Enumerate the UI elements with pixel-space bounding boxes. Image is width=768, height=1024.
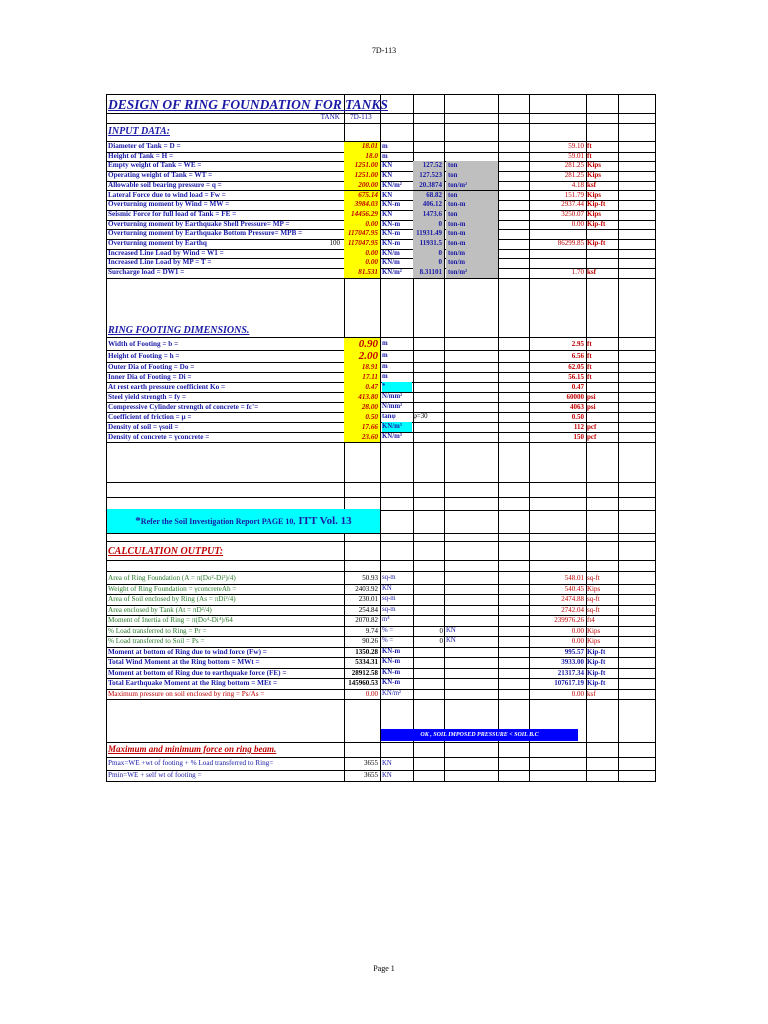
converted-value: 127.523 <box>413 171 444 181</box>
refer-banner <box>107 509 380 533</box>
calc-label: Area enclosed by Tank (At = πD²/4) <box>108 605 212 614</box>
row-line <box>106 742 655 743</box>
input-value: 0.00 <box>344 249 380 259</box>
ring-label: Density of soil = γsoil = <box>108 423 179 431</box>
ring-imperial-value: 62.05 <box>568 363 584 371</box>
calc-label: Maximum pressure on soil enclosed by ring = Ps/As = <box>108 689 265 698</box>
refer-volume: ITT Vol. 13 <box>298 515 352 527</box>
input-label: Operating weight of Tank = WT = <box>108 171 213 180</box>
calc-imperial-unit: Kips <box>587 626 601 635</box>
ring-value: 28.00 <box>344 402 380 412</box>
input-unit: KN <box>382 162 393 170</box>
input-unit: m <box>382 152 388 160</box>
calc-imperial-unit: Kip-ft <box>587 658 606 666</box>
ring-imperial-value: 0.47 <box>571 383 584 391</box>
input-value: 3984.03 <box>344 200 380 210</box>
imperial-value: 59.10 <box>568 142 584 150</box>
ring-value: 17.66 <box>344 422 380 432</box>
ring-unit: KN/m³ <box>382 422 412 432</box>
input-data-heading: INPUT DATA: <box>108 126 170 137</box>
converted-unit: ton/m <box>446 258 498 268</box>
row-line <box>106 497 655 498</box>
imperial-value: 4.18 <box>571 180 584 189</box>
converted-value: 1473.6 <box>413 210 444 220</box>
calc-imperial-unit: Kip-ft <box>587 679 606 687</box>
calc-unit: KN <box>382 584 392 592</box>
input-label: Overturning moment by Earthquake Shell Pressure= MP = <box>108 219 290 228</box>
ring-imperial-value: 60000 <box>566 393 584 401</box>
input-extra: 100 <box>329 239 340 247</box>
ring-unit: KN/m³ <box>382 433 402 440</box>
calc-value: 5334.31 <box>355 658 378 666</box>
converted-unit: ton-m <box>446 239 498 249</box>
ring-value: 17.11 <box>344 372 380 382</box>
ring-imperial-unit: psi <box>587 403 596 411</box>
ring-value: 23.60 <box>344 432 380 442</box>
input-value: 0.00 <box>344 220 380 230</box>
calculation-output-heading: CALCULATION OUTPUT: <box>108 546 224 557</box>
calc-imperial-value: 0.00 <box>571 626 584 635</box>
input-unit: KN-m <box>382 201 401 209</box>
input-value: 117047.95 <box>344 239 380 249</box>
calc-label: Total Earthquake Moment at the Ring bottom = MEt = <box>108 679 278 687</box>
tank-label: TANK <box>320 113 340 121</box>
imperial-unit: Kips <box>587 171 602 180</box>
calc-imperial-unit: ft4 <box>587 616 595 624</box>
ring-imperial-unit: ft <box>587 352 592 360</box>
calc-unit: sq-m <box>382 595 396 602</box>
imperial-value: 281.25 <box>564 171 584 180</box>
sheet-right-border <box>655 94 656 782</box>
calc-value: 9.74 <box>365 626 378 635</box>
maxmin-label: Pmax=WE +wt of footing + % Load transferred to Ring= <box>108 759 274 767</box>
ring-extra: φ=30 <box>413 413 428 420</box>
converted-unit: ton-m <box>446 220 498 230</box>
ring-unit: * <box>382 382 412 392</box>
calc-imperial-value: 2474.88 <box>561 595 584 603</box>
imperial-value: 1.70 <box>571 268 584 277</box>
input-label: Overturning moment by Earthquake Bottom Pressure= MPB = <box>108 229 303 238</box>
imperial-value: 59.01 <box>568 151 584 160</box>
imperial-unit: ksf <box>587 268 596 277</box>
imperial-unit: ksf <box>587 180 596 189</box>
calc-imperial-value: 995.57 <box>564 647 584 656</box>
ring-value: 0.47 <box>344 382 380 392</box>
ok-status-banner: OK , SOIL IMPOSED PRESSURE < SOIL B.C <box>381 729 578 741</box>
ring-unit: m <box>382 352 388 359</box>
input-label: Empty weight of Tank = WE = <box>108 161 202 170</box>
input-unit: KN/m² <box>382 181 402 189</box>
ring-imperial-value: 56.15 <box>568 373 584 381</box>
ring-label: Outer Dia of Footing = Do = <box>108 363 195 371</box>
converted-value: 68.82 <box>413 191 444 201</box>
refer-star: * <box>135 515 141 527</box>
calc-unit: KN-m <box>382 668 401 676</box>
row-line <box>106 482 655 483</box>
calc-unit: KN-m <box>382 679 401 686</box>
input-value: 0.00 <box>344 258 380 268</box>
ring-imperial-value: 0.50 <box>571 413 584 421</box>
converted-unit: ton-m <box>446 229 498 239</box>
calc-unit: % = <box>382 637 394 644</box>
input-unit: KN-m <box>382 220 401 228</box>
calc-label: % Load transferred to Soil = Ps = <box>108 637 205 645</box>
calc-value: 28912.58 <box>351 668 378 677</box>
calc-value: 50.93 <box>362 574 378 582</box>
maxmin-label: Pmin=WE + self wt of footing = <box>108 770 202 779</box>
calc-imperial-value: 21317.34 <box>557 668 584 677</box>
calc-imperial-unit: sq-ft <box>587 595 600 603</box>
ring-imperial-unit: pcf <box>587 433 597 441</box>
input-label: Height of Tank = H = <box>108 151 174 160</box>
calc-label: Area of Ring Foundation (A = π(Do²-Di²)/4) <box>108 574 236 582</box>
converted-value: 8.31101 <box>413 268 444 278</box>
calc-value: 145960.53 <box>348 679 378 687</box>
input-label: Surcharge load = DW1 = <box>108 268 185 277</box>
ring-imperial-value: 2.95 <box>571 340 584 348</box>
ring-unit: m <box>382 373 388 380</box>
imperial-value: 151.79 <box>564 190 584 199</box>
calc-imperial-unit: sq-ft <box>587 605 600 614</box>
calc-label: Moment at bottom of Ring due to wind force (Fw) = <box>108 647 267 656</box>
calc-imperial-unit: ksf <box>587 689 596 698</box>
calc-value-2: 0 <box>439 626 443 635</box>
input-unit: KN <box>382 191 393 199</box>
converted-unit: ton/m² <box>446 181 498 191</box>
calc-unit-2: KN <box>446 626 456 634</box>
maxmin-value: 3655 <box>364 759 378 767</box>
imperial-unit: Kip-ft <box>587 239 606 247</box>
row-line <box>106 560 655 561</box>
calc-label: Moment at bottom of Ring due to earthquake force (FE) = <box>108 668 287 677</box>
page-title: DESIGN OF RING FOUNDATION FOR TANKS <box>108 97 388 112</box>
calc-value: 230.01 <box>358 595 378 603</box>
imperial-unit: ft <box>587 151 592 160</box>
ring-unit: m <box>382 340 388 347</box>
row-line <box>106 533 655 534</box>
imperial-value: 3250.07 <box>561 209 584 218</box>
ring-label: Height of Footing = h = <box>108 352 180 360</box>
calc-imperial-value: 2742.04 <box>561 605 584 614</box>
converted-unit: ton <box>446 161 498 171</box>
calc-unit: sq-m <box>382 605 396 613</box>
calc-imperial-value: 0.00 <box>571 637 584 645</box>
ring-imperial-unit: ft <box>587 373 592 381</box>
tank-id: 7D-113 <box>350 113 372 121</box>
calc-label: Weight of Ring Foundation = γconcreteAh = <box>108 584 237 593</box>
input-value: 200.00 <box>344 181 380 191</box>
calc-value: 1350.28 <box>355 647 378 656</box>
imperial-unit: Kips <box>587 161 602 170</box>
imperial-value: 86299.85 <box>557 239 584 247</box>
row-line <box>106 571 655 572</box>
imperial-value: 281.25 <box>564 161 584 170</box>
calc-value: 0.00 <box>365 689 378 698</box>
ring-unit: N/mm² <box>382 403 403 410</box>
row-line <box>106 442 655 443</box>
input-unit: KN/m <box>382 259 400 267</box>
input-value: 675.14 <box>344 191 380 201</box>
input-label: Allowable soil bearing pressure = q = <box>108 180 222 189</box>
row-line <box>106 541 655 542</box>
input-unit: m <box>382 143 388 150</box>
converted-unit: ton <box>446 191 498 201</box>
calc-unit: sq-m <box>382 574 396 581</box>
converted-value: 11931.49 <box>413 229 444 239</box>
converted-unit: ton-m <box>446 200 498 210</box>
ring-imperial-value: 112 <box>573 423 584 431</box>
row-line <box>106 699 655 700</box>
imperial-unit: ft <box>587 142 592 150</box>
calc-value: 2070.82 <box>355 616 378 624</box>
refer-text: Refer the Soil Investigation Report PAGE 10, <box>140 517 296 526</box>
row-line <box>106 781 655 782</box>
calc-imperial-value: 107617.19 <box>554 679 584 687</box>
calc-value-2: 0 <box>439 637 443 645</box>
row-line <box>106 123 655 124</box>
input-unit: KN <box>382 172 393 180</box>
calc-label: Moment of Inertia of Ring = π(Do⁴-Di⁴)/64 <box>108 616 233 624</box>
ring-label: Density of concrete = γconcrete = <box>108 433 210 441</box>
calc-value: 2403.92 <box>355 584 378 593</box>
ring-value: 0.90 <box>344 338 380 350</box>
input-label: Increased Line Load by Wind = W1 = <box>108 248 224 257</box>
ring-label: Compressive Cylinder strength of concrete = fc'= <box>108 403 259 411</box>
input-label: Lateral Force due to wind load = Fw = <box>108 190 226 199</box>
maxmin-heading: Maximum and minimum force on ring beam. <box>108 744 277 754</box>
ring-unit: N/mm² <box>382 393 403 400</box>
ring-imperial-unit: psi <box>587 393 596 401</box>
ring-imperial-value: 6.56 <box>571 352 584 360</box>
calc-imperial-value: 3933.00 <box>561 658 584 666</box>
calc-imperial-value: 0.00 <box>571 689 584 698</box>
converted-value: 0 <box>413 249 444 259</box>
ring-unit: tanφ <box>382 413 396 420</box>
ring-label: Inner Dia of Footing = Di = <box>108 373 192 381</box>
row-line <box>106 278 655 279</box>
imperial-unit: Kip-ft <box>587 200 606 209</box>
input-label: Overturning moment by Wind = MW = <box>108 200 230 209</box>
input-label: Diameter of Tank = D = <box>108 142 181 150</box>
calc-imperial-value: 239976.26 <box>554 616 584 624</box>
ring-unit: m <box>382 363 388 370</box>
ring-footing-heading: RING FOOTING DIMENSIONS. <box>108 325 250 336</box>
page-header: 7D-113 <box>371 46 397 55</box>
calc-unit: m⁴ <box>382 616 390 623</box>
converted-unit: ton <box>446 171 498 181</box>
ring-value: 0.50 <box>344 412 380 422</box>
ring-value: 413.80 <box>344 392 380 402</box>
calc-imperial-unit: Kip-ft <box>587 647 606 656</box>
converted-unit: ton/m² <box>446 268 498 278</box>
converted-unit: ton/m <box>446 249 498 259</box>
input-value: 117047.95 <box>344 229 380 239</box>
input-label: Seismic Force for full load of Tank = FE = <box>108 209 237 218</box>
calc-imperial-unit: sq-ft <box>587 574 600 582</box>
input-value: 18.0 <box>344 152 380 162</box>
calc-unit-2: KN <box>446 637 456 644</box>
converted-unit: ton <box>446 210 498 220</box>
ring-value: 18.91 <box>344 362 380 372</box>
calc-value: 254.84 <box>358 605 378 614</box>
input-unit: KN/m <box>382 249 400 257</box>
calc-unit: KN/m² <box>382 689 402 697</box>
input-unit: KN-m <box>382 240 401 247</box>
maxmin-unit: KN <box>382 760 392 767</box>
imperial-unit: Kips <box>587 209 602 218</box>
input-unit: KN-m <box>382 230 401 238</box>
converted-value: 20.3874 <box>413 181 444 191</box>
calc-unit: KN-m <box>382 647 401 655</box>
ring-label: Steel yield strength = fy = <box>108 393 187 401</box>
ring-label: Coefficient of friction = μ = <box>108 413 192 421</box>
converted-value: 406.12 <box>413 200 444 210</box>
input-value: 14456.29 <box>344 210 380 220</box>
calc-value: 90.26 <box>362 637 378 645</box>
calc-imperial-unit: Kip-ft <box>587 668 606 677</box>
calc-imperial-unit: Kips <box>587 637 601 645</box>
ring-imperial-unit: ft <box>587 363 592 371</box>
ring-imperial-unit: pcf <box>587 423 597 431</box>
imperial-unit: Kip-ft <box>587 219 606 228</box>
ring-imperial-unit: ft <box>587 340 592 348</box>
ring-imperial-value: 4063 <box>570 403 584 411</box>
converted-value: 11931.5 <box>413 239 444 249</box>
converted-value: 0 <box>413 258 444 268</box>
ring-label: At rest earth pressure coefficient Ko = <box>108 383 226 391</box>
imperial-value: 2937.44 <box>561 200 584 209</box>
calc-unit: KN-m <box>382 658 401 665</box>
imperial-value: 0.00 <box>571 219 584 228</box>
calc-imperial-value: 548.01 <box>564 574 584 582</box>
calc-label: Area of Soil enclosed by Ring (As = πDi²/4) <box>108 595 236 603</box>
calc-label: Total Wind Moment at the Ring bottom = MWt = <box>108 658 260 666</box>
ring-label: Width of Footing = b = <box>108 340 179 348</box>
calc-imperial-value: 540.45 <box>564 584 584 593</box>
imperial-unit: Kips <box>587 190 602 199</box>
maxmin-unit: KN <box>382 771 392 779</box>
ring-imperial-value: 150 <box>573 433 584 441</box>
input-label: Overturning moment by Earthq <box>108 239 207 247</box>
input-label: Increased Line Load by MP = T = <box>108 258 212 267</box>
input-unit: KN <box>382 210 393 218</box>
input-value: 1251.00 <box>344 161 380 171</box>
calc-unit: % = <box>382 626 394 634</box>
maxmin-value: 3655 <box>364 770 378 779</box>
converted-value: 127.52 <box>413 161 444 171</box>
input-value: 1251.00 <box>344 171 380 181</box>
calc-label: % Load transferred to Ring = Pr = <box>108 626 207 635</box>
input-value: 81.531 <box>344 268 380 278</box>
page-footer: Page 1 <box>373 964 395 973</box>
converted-value: 0 <box>413 220 444 230</box>
input-unit: KN/m² <box>382 269 402 277</box>
ring-value: 2.00 <box>344 350 380 362</box>
calc-imperial-unit: Kips <box>587 584 601 593</box>
input-value: 18.01 <box>344 142 380 152</box>
